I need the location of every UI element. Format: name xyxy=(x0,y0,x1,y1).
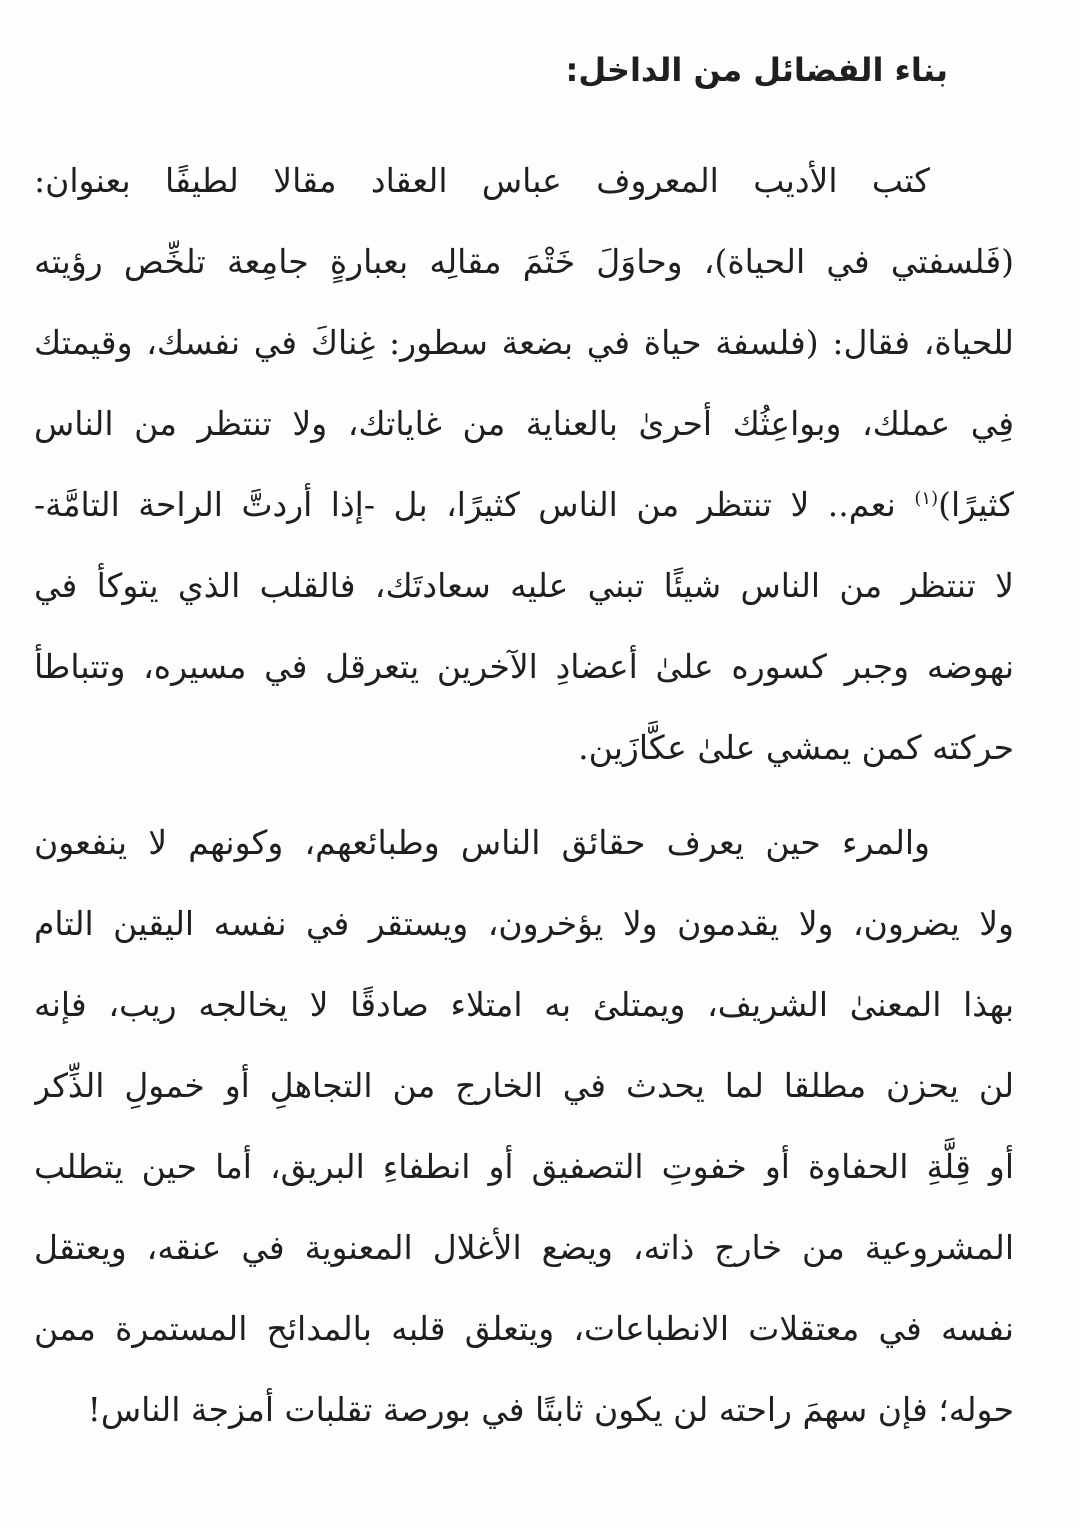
paragraph-line: للحياة، فقال: (فلسفة حياة في بضعة سطور: غِناكَ في نفسك، وقيمتك xyxy=(34,323,1014,362)
paragraph-line: فِي عملك، وبواعِثُك أحرىٰ بالعناية من غاياتك، ولا تنتظر من الناس xyxy=(34,404,1014,443)
paragraph-2 xyxy=(34,802,1014,1450)
paragraph-line: بهذا المعنىٰ الشريف، ويمتلئ به امتلاء صادقًا لا يخالجه ريب، فإنه xyxy=(34,985,1014,1024)
paragraph-line: (فَلسفتي في الحياة)، وحاوَلَ خَتْمَ مقالِه بعبارةٍ جامِعة تلخِّص رؤيته xyxy=(34,242,1014,281)
paragraph-line: حركته كمن يمشي علىٰ عكَّازَين. xyxy=(578,728,1014,767)
paragraph-line: كتب الأديب المعروف عباس العقاد مقالا لطيفًا بعنوان: xyxy=(34,161,930,200)
paragraph-1 xyxy=(34,140,1014,788)
continuation-text: نعم.. لا تنتظر من الناس كثيرًا، بل -إذا أردتَّ الراحة التامَّة- xyxy=(34,485,896,524)
paragraph-line: لا تنتظر من الناس شيئًا تبني عليه سعادتَك، فالقلب الذي يتوكأ في xyxy=(34,566,1014,605)
paragraph-line: نهوضه وجبر كسوره علىٰ أعضادِ الآخرين يتعرقل في مسيره، وتتباطأ xyxy=(34,647,1014,686)
paragraph-line-with-footnote xyxy=(34,464,1014,545)
paragraph-line: ولا يضرون، ولا يقدمون ولا يؤخرون، ويستقر في نفسه اليقين التام xyxy=(34,904,1014,943)
footnote-marker: (١) xyxy=(914,488,939,509)
paragraph-line: والمرء حين يعرف حقائق الناس وطبائعهم، وكونهم لا ينفعون xyxy=(34,823,930,862)
paragraph-line: لن يحزن مطلقا لما يحدث في الخارج من التجاهلِ أو خمولِ الذِّكر xyxy=(34,1066,1014,1105)
paragraph-line: حوله؛ فإن سهمَ راحته لن يكون ثابتًا في بورصة تقلبات أمزجة الناس! xyxy=(87,1390,1014,1429)
paragraph-line: نفسه في معتقلات الانطباعات، ويتعلق قلبه بالمدائح المستمرة ممن xyxy=(34,1309,1014,1348)
paragraph-line: أو قِلَّةِ الحفاوة أو خفوتِ التصفيق أو انطفاءِ البريق، أما حين يتطلب xyxy=(34,1147,1014,1186)
quote-end-text: كثيرًا) xyxy=(938,485,1014,524)
section-heading: بناء الفضائل من الداخل: xyxy=(565,51,948,89)
paragraph-line: المشروعية من خارج ذاته، ويضع الأغلال المعنوية في عنقه، ويعتقل xyxy=(34,1228,1014,1267)
